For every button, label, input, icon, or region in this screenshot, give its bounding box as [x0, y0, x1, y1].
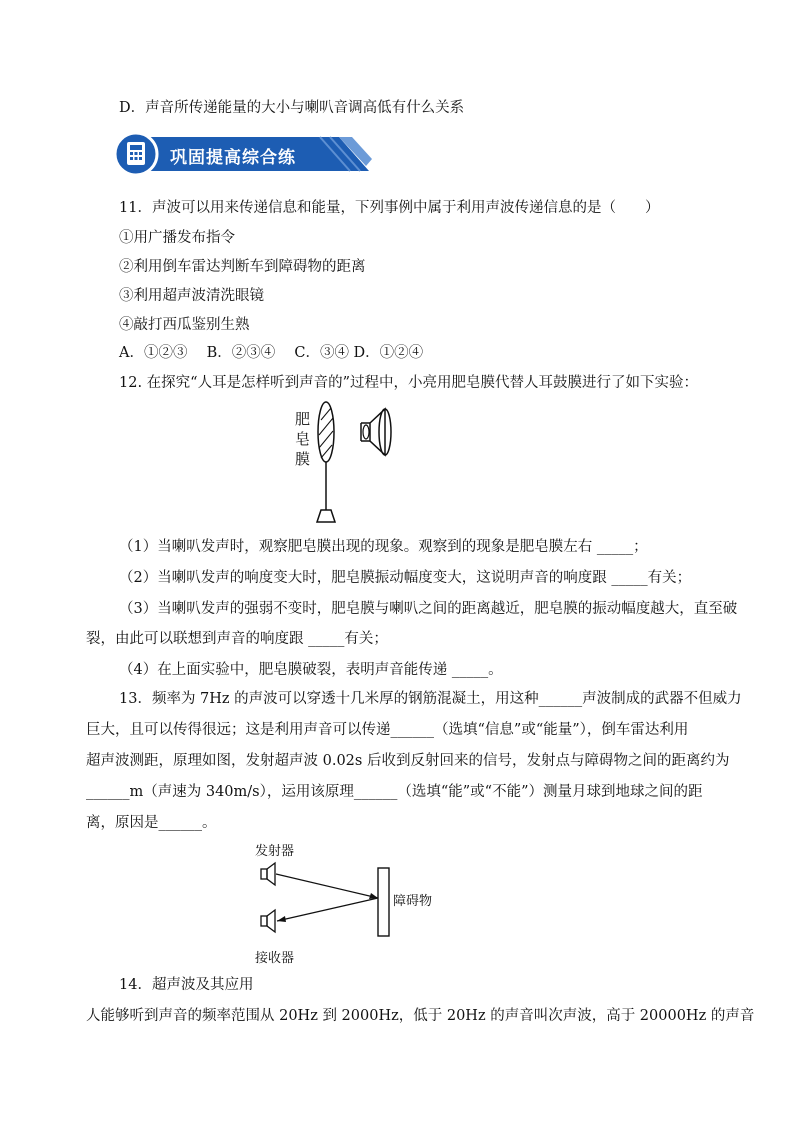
obstacle-block	[378, 868, 389, 936]
q12-part-3-cont: 裂，由此可以联想到声音的响度跟 _____有关；	[86, 631, 388, 647]
prev-option-d: D．声音所传递能量的大小与喇叭音调高低有什么关系	[119, 100, 465, 116]
q12-part-1: （1）当喇叭发声时，观察肥皂膜出现的现象。观察到的现象是肥皂膜左右 _____；	[119, 539, 648, 555]
receiver-label: 接收器	[255, 951, 295, 966]
soap-film-label-3: 膜	[295, 450, 311, 468]
calculator-icon	[115, 133, 157, 175]
speaker-icon	[361, 409, 391, 455]
receiver-icon	[261, 910, 275, 932]
q12-part-4: （4）在上面实验中，肥皂膜破裂，表明声音能传递 _____。	[119, 662, 503, 678]
soap-film-label-1: 肥	[295, 410, 311, 428]
q12-part-3: （3）当喇叭发声的强弱不变时，肥皂膜与喇叭之间的距离越近，肥皂膜的振动幅度越大，直至破	[119, 601, 738, 617]
soap-film-figure	[290, 400, 410, 530]
q13-line-2: 巨大，且可以传得很远；这是利用声音可以传递______（选填“信息”或“能量”），倒车雷达利用	[86, 722, 689, 738]
emitter-label: 发射器	[255, 844, 295, 859]
q11-item: ①用广播发布指令	[119, 230, 235, 246]
q11-item: ④敲打西瓜鉴别生熟	[119, 317, 250, 333]
radar-figure	[240, 838, 470, 968]
obstacle-label: 障碍物	[393, 894, 433, 909]
q12-part-2: （2）当喇叭发声的响度变大时，肥皂膜振动幅度变大，这说明声音的响度跟 _____有关；	[119, 570, 692, 586]
banner-title: 巩固提高综合练	[170, 148, 296, 168]
q13-line-5: 离，原因是______。	[86, 815, 217, 831]
q14-line-1: 人能够听到声音的频率范围从 20Hz 到 2000Hz，低于 20Hz 的声音叫次声波，高于 20000Hz 的声音	[86, 1008, 755, 1024]
arrow-icon	[277, 916, 286, 922]
q11-stem: 11．声波可以用来传递信息和能量，下列事例中属于利用声波传递信息的是（ ）	[119, 200, 660, 216]
q13-line-3: 超声波测距，原理如图，发射超声波 0.02s 后收到反射回来的信号，发射点与障碍物之间的距离约为	[86, 753, 730, 769]
q11-item: ②利用倒车雷达判断车到障碍物的距离	[119, 259, 366, 275]
q12-stem: 12. 在探究“人耳是怎样听到声音的”过程中，小亮用肥皂膜代替人耳鼓膜进行了如下实验：	[119, 375, 698, 391]
section-banner	[114, 133, 372, 175]
q13-line-1: 13．频率为 7Hz 的声波可以穿透十几米厚的钢筋混凝土，用这种______声波制成的武器不但威力	[119, 691, 742, 707]
soap-film-diagram	[290, 400, 410, 530]
radar-diagram	[240, 838, 470, 968]
q11-options: A．①②③ B．②③④ C．③④ D．①②④	[119, 345, 424, 361]
soap-film-label-2: 皂	[295, 430, 311, 448]
q14-title: 14．超声波及其应用	[119, 977, 254, 993]
emitter-icon	[261, 863, 275, 885]
q11-item: ③利用超声波清洗眼镜	[119, 288, 264, 304]
q13-line-4: ______m（声速为 340m/s），运用该原理______（选填“能”或“不能”）测量月球到地球之间的距	[86, 784, 703, 800]
